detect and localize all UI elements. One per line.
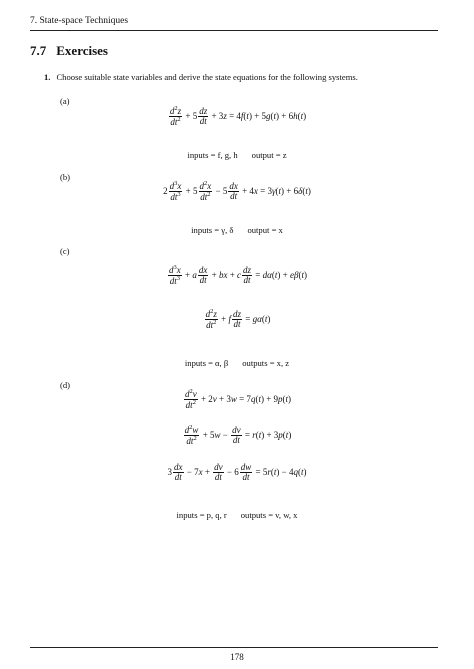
part-label-d: (d) xyxy=(60,380,71,390)
equation: 3 $\frac{dx}{dt}$ − 7x + $\frac{dv}{dt}$ − 6 $\frac{dw}{dt}$ = 5r(t) − 4q(t) xyxy=(167,462,307,483)
outputs-text: outputs = v, w, x xyxy=(240,510,298,520)
header-rule xyxy=(30,30,438,31)
io-line xyxy=(0,150,474,160)
equation: 2 $\frac{d^3x}{dt^3}$ + 5 $\frac{d^2x}{dt^2}$ − 5 $\frac{dx}{dt}$ + 4x = 3γ(t) + 6δ(t) xyxy=(163,180,311,203)
equation: $\frac{d^2w}{dt^2}$ + 5w − $\frac{dv}{dt}$ = r(t) + 3p(t) xyxy=(184,424,292,447)
page-number: 178 xyxy=(230,652,244,662)
io-line xyxy=(0,358,474,368)
footer-rule xyxy=(30,647,438,648)
outputs-text: output = z xyxy=(251,150,287,160)
problem-number: 1. xyxy=(44,72,51,82)
section-heading xyxy=(30,43,108,59)
equation: $\frac{d^2z}{dt^2}$ + f $\frac{dz}{dt}$ = gα(t) xyxy=(205,308,271,331)
problem-text: Choose suitable state variables and derive the state equations for the following systems. xyxy=(56,72,358,82)
outputs-text: outputs = x, z xyxy=(242,358,290,368)
io-line xyxy=(0,510,474,520)
inputs-text: inputs = f, g, h xyxy=(187,150,238,160)
outputs-text: output = x xyxy=(247,225,283,235)
io-line xyxy=(0,225,474,235)
inputs-text: inputs = γ, δ xyxy=(191,225,234,235)
part-label-c: (c) xyxy=(60,246,70,256)
problem-statement xyxy=(44,72,358,82)
equation: $\frac{d^2z}{dt^2}$ + 5 $\frac{dz}{dt}$ + 3z = 4f(t) + 5g(t) + 6h(t) xyxy=(169,105,307,128)
running-head: 7. State-space Techniques xyxy=(30,16,129,26)
equation: $\frac{d^3x}{dt^3}$ + a $\frac{dx}{dt}$ + bx + c $\frac{dz}{dt}$ = dα(t) + eβ(t) xyxy=(169,264,307,287)
part-label-b: (b) xyxy=(60,172,71,182)
section-title: Exercises xyxy=(56,43,108,58)
part-label-a: (a) xyxy=(60,96,70,106)
inputs-text: inputs = α, β xyxy=(184,358,229,368)
equation: $\frac{d^2v}{dt^2}$ + 2v + 3w = 7q(t) + 9p(t) xyxy=(184,388,292,411)
inputs-text: inputs = p, q, r xyxy=(176,510,227,520)
section-number: 7.7 xyxy=(30,43,47,58)
